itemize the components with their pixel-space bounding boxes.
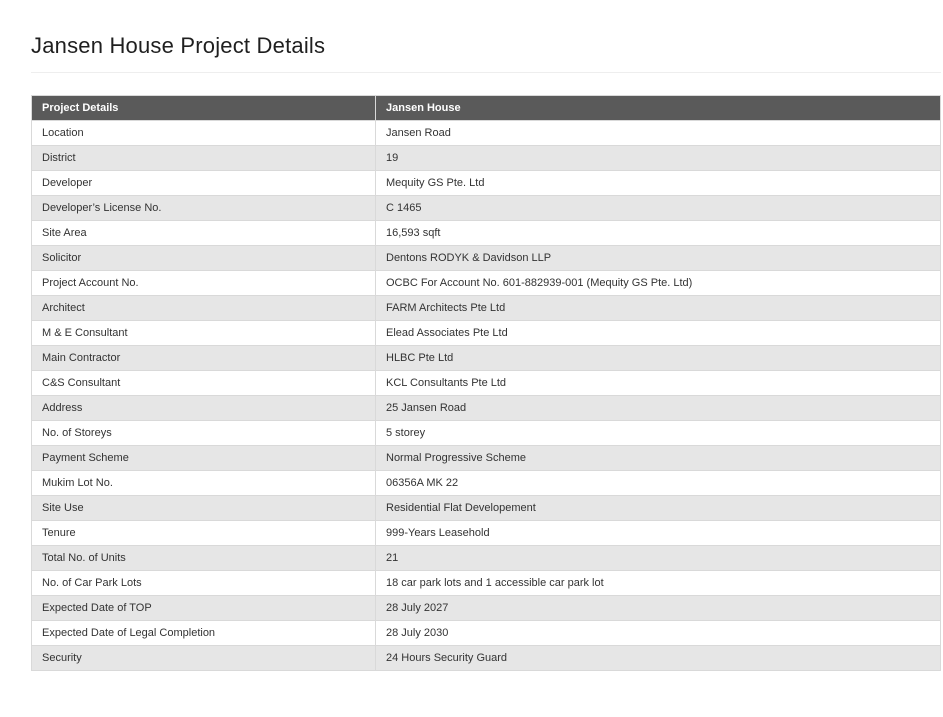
row-value: 21	[376, 546, 941, 571]
row-value: FARM Architects Pte Ltd	[376, 296, 941, 321]
row-label: Expected Date of TOP	[32, 596, 376, 621]
row-value: Normal Progressive Scheme	[376, 446, 941, 471]
row-label: District	[32, 146, 376, 171]
table-row	[32, 646, 941, 671]
row-value: 18 car park lots and 1 accessible car park lot	[376, 571, 941, 596]
table-row	[32, 271, 941, 296]
row-label: Solicitor	[32, 246, 376, 271]
row-value: 28 July 2030	[376, 621, 941, 646]
table-row	[32, 221, 941, 246]
table-row	[32, 346, 941, 371]
table-row	[32, 596, 941, 621]
row-label: No. of Storeys	[32, 421, 376, 446]
row-label: M & E Consultant	[32, 321, 376, 346]
row-label: Architect	[32, 296, 376, 321]
page-title: Jansen House Project Details	[31, 33, 326, 58]
row-label: No. of Car Park Lots	[32, 571, 376, 596]
row-value: 5 storey	[376, 421, 941, 446]
row-label: Security	[32, 646, 376, 671]
title-divider	[31, 72, 941, 73]
table-row	[32, 121, 941, 146]
row-value: 19	[376, 146, 941, 171]
row-value: OCBC For Account No. 601-882939-001 (Mequity GS Pte. Ltd)	[376, 271, 941, 296]
row-value: 16,593 sqft	[376, 221, 941, 246]
row-label: Main Contractor	[32, 346, 376, 371]
row-value: 24 Hours Security Guard	[376, 646, 941, 671]
row-label: C&S Consultant	[32, 371, 376, 396]
table-row	[32, 421, 941, 446]
row-label: Total No. of Units	[32, 546, 376, 571]
row-value: Dentons RODYK & Davidson LLP	[376, 246, 941, 271]
table-row	[32, 621, 941, 646]
row-label: Developer’s License No.	[32, 196, 376, 221]
table-header-row	[32, 96, 941, 121]
row-value: 06356A MK 22	[376, 471, 941, 496]
table-row	[32, 296, 941, 321]
row-label: Tenure	[32, 521, 376, 546]
header-project-details: Project Details	[32, 96, 376, 121]
table-row	[32, 521, 941, 546]
row-label: Mukim Lot No.	[32, 471, 376, 496]
table-row	[32, 571, 941, 596]
row-label: Site Area	[32, 221, 376, 246]
table-row	[32, 446, 941, 471]
row-value: KCL Consultants Pte Ltd	[376, 371, 941, 396]
row-value: C 1465	[376, 196, 941, 221]
table-row	[32, 196, 941, 221]
row-label: Address	[32, 396, 376, 421]
header-project-name: Jansen House	[376, 96, 941, 121]
row-value: Mequity GS Pte. Ltd	[376, 171, 941, 196]
table-row	[32, 396, 941, 421]
row-value: Jansen Road	[376, 121, 941, 146]
row-label: Location	[32, 121, 376, 146]
project-details-table	[31, 95, 941, 671]
table-row	[32, 321, 941, 346]
row-value: Residential Flat Developement	[376, 496, 941, 521]
table-row	[32, 146, 941, 171]
row-value: 999-Years Leasehold	[376, 521, 941, 546]
table-row	[32, 246, 941, 271]
row-value: Elead Associates Pte Ltd	[376, 321, 941, 346]
row-label: Expected Date of Legal Completion	[32, 621, 376, 646]
table-row	[32, 371, 941, 396]
table-row	[32, 471, 941, 496]
row-value: 28 July 2027	[376, 596, 941, 621]
row-label: Site Use	[32, 496, 376, 521]
table-row	[32, 496, 941, 521]
row-value: HLBC Pte Ltd	[376, 346, 941, 371]
row-label: Payment Scheme	[32, 446, 376, 471]
row-value: 25 Jansen Road	[376, 396, 941, 421]
row-label: Project Account No.	[32, 271, 376, 296]
row-label: Developer	[32, 171, 376, 196]
table-row	[32, 546, 941, 571]
table-row	[32, 171, 941, 196]
